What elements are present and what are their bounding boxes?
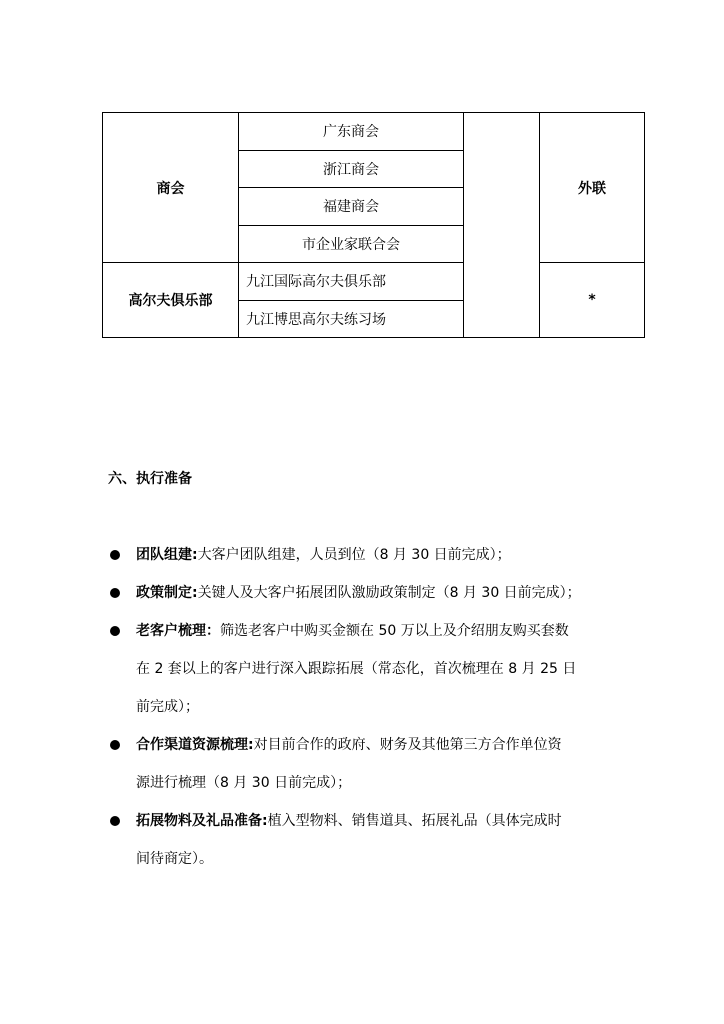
item-text: 筛选老客户中购买金额在 50 万以上及介绍朋友购买套数 <box>220 623 569 639</box>
item-text: 对目前合作的政府、财务及其他第三方合作单位资 <box>253 737 562 753</box>
dept-cell: 外联 <box>540 113 645 263</box>
item-text: 关键人及大客户拓展团队激励政策制定（8 月 30 日前完成）； <box>197 585 581 601</box>
item-label: 团队组建: <box>136 547 198 563</box>
item-text: 前完成）； <box>136 699 199 715</box>
bullet-dot-icon <box>110 626 120 636</box>
table-row <box>103 263 645 301</box>
org-cell: 福建商会 <box>239 188 464 226</box>
item-label: 合作渠道资源梳理: <box>136 737 254 753</box>
org-cell: 市企业家联合会 <box>239 225 464 263</box>
preparation-list <box>108 543 628 885</box>
item-label: 拓展物料及礼品准备: <box>136 813 268 829</box>
item-text: 间待商定）。 <box>136 851 213 867</box>
org-cell: 九江博思高尔夫练习场 <box>239 300 464 338</box>
org-cell: 九江国际高尔夫俱乐部 <box>239 263 464 301</box>
dept-cell: * <box>540 263 645 338</box>
org-cell: 广东商会 <box>239 113 464 151</box>
item-line <box>136 543 628 567</box>
item-text: 植入型物料、销售道具、拓展礼品（具体完成时 <box>267 813 562 829</box>
bullet-dot-icon <box>110 740 120 750</box>
org-cell: 浙江商会 <box>239 150 464 188</box>
item-text: 大客户团队组建，人员到位（8 月 30 日前完成）； <box>197 547 511 563</box>
bullet-dot-icon <box>110 816 120 826</box>
bullet-dot-icon <box>110 550 120 560</box>
section-heading: 六、执行准备 <box>108 471 192 487</box>
category-cell: 高尔夫俱乐部 <box>103 263 239 338</box>
item-text: 在 2 套以上的客户进行深入跟踪拓展（常态化，首次梳理在 8 月 25 日 <box>136 661 577 677</box>
category-cell: 商会 <box>103 113 239 263</box>
partner-table <box>102 112 645 338</box>
list-item <box>108 733 628 795</box>
list-item <box>108 543 628 567</box>
list-item <box>108 581 628 605</box>
item-label: 政策制定: <box>136 585 198 601</box>
item-text: 源进行梳理（8 月 30 日前完成）； <box>136 775 352 791</box>
item-line <box>136 581 628 605</box>
bullet-dot-icon <box>110 588 120 598</box>
item-line <box>136 619 628 643</box>
list-item <box>108 809 628 871</box>
table-row <box>103 113 645 151</box>
list-item <box>108 619 628 719</box>
item-line <box>136 733 628 757</box>
item-line <box>136 809 628 833</box>
item-label: 老客户梳理： <box>136 623 220 639</box>
empty-cell <box>464 113 540 338</box>
